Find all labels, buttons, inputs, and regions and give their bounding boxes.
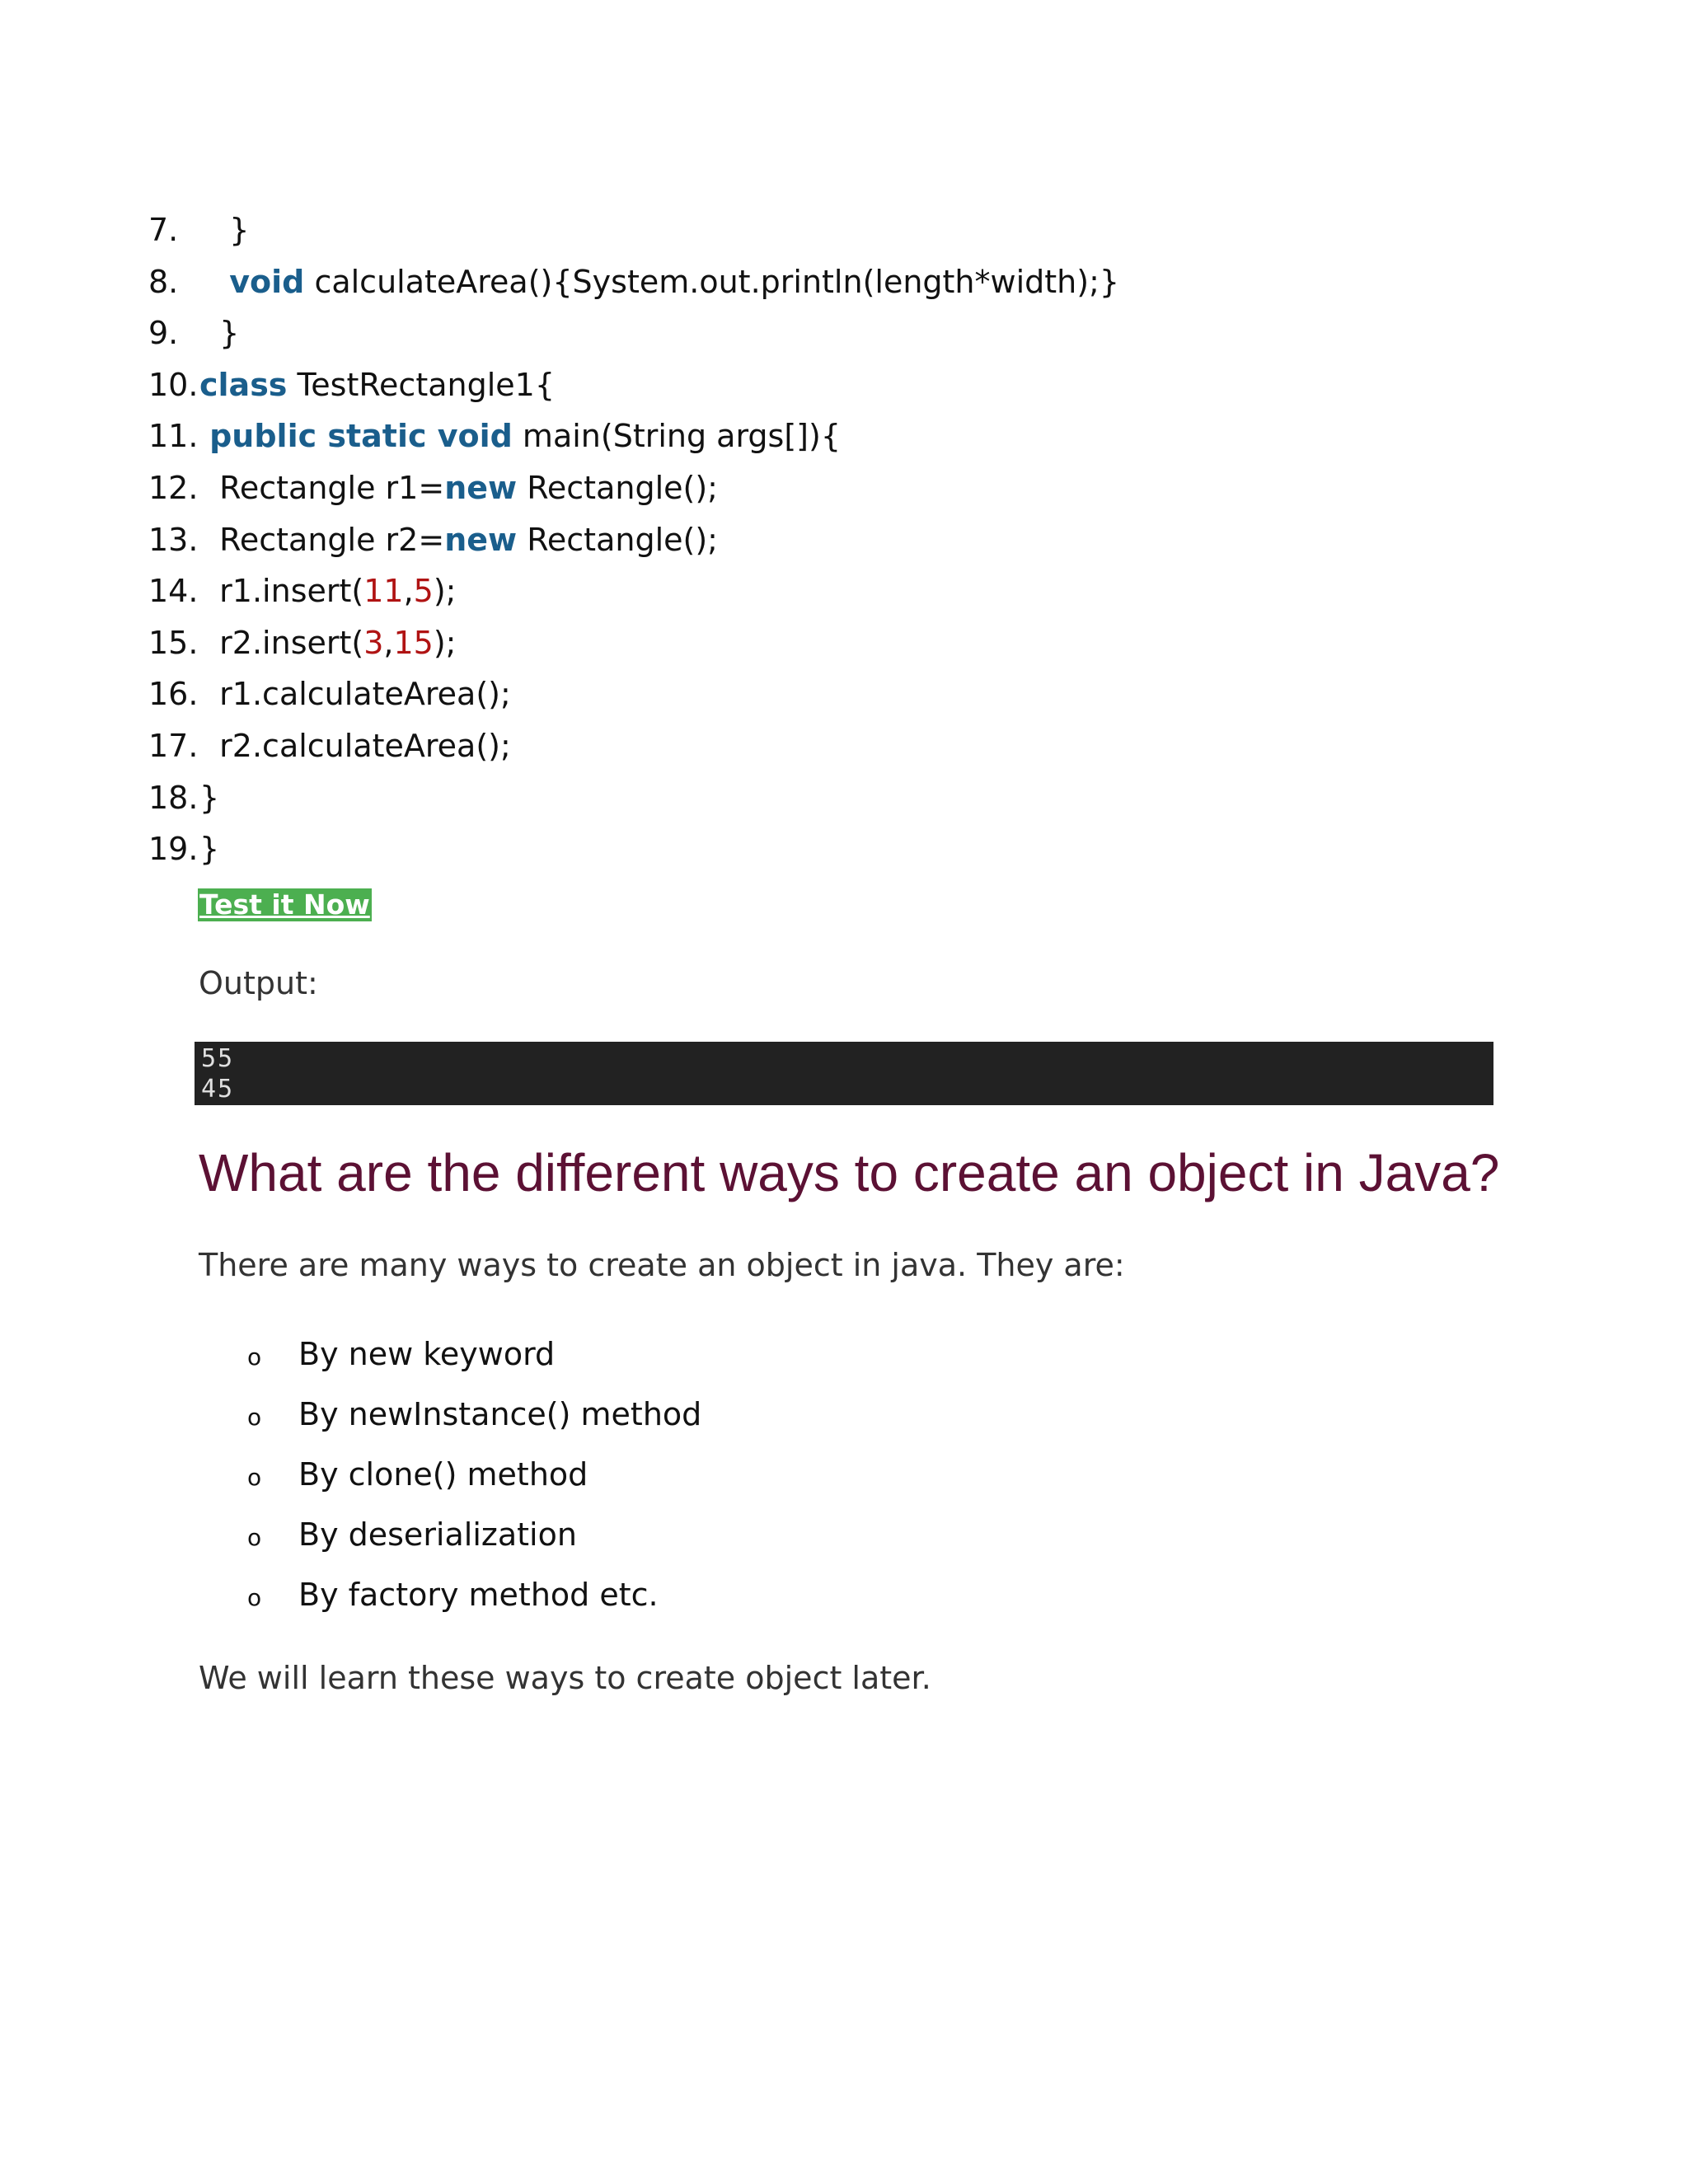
code-indent [199,522,219,558]
output-line: 55 [201,1044,235,1073]
code-line [148,617,457,668]
line-number: 17. [148,728,199,764]
code-keyword: new [444,522,518,558]
bullet-icon: o [247,1524,262,1551]
line-number: 7. [148,212,179,248]
line-number: 16. [148,676,199,712]
code-text: r1.calculateArea(); [219,676,511,712]
bullet-icon: o [247,1343,262,1371]
code-indent [199,470,219,506]
code-text: } [229,212,250,248]
code-line [148,256,1119,307]
test-it-now-button[interactable]: Test it Now [199,888,370,921]
line-number: 14. [148,573,199,609]
list-item-text: By deserialization [298,1516,577,1553]
list-item-text: By new keyword [298,1336,556,1372]
code-keyword: class [199,367,288,403]
code-text: Rectangle(); [517,470,718,506]
code-line [148,204,249,255]
code-literal: 11 [363,573,404,609]
code-line [148,565,457,616]
code-text: Rectangle r1= [219,470,445,506]
line-number: 18. [148,780,199,816]
code-literal: 3 [363,625,384,661]
bullet-icon: o [247,1464,262,1491]
code-line [148,410,841,462]
list-item [247,1331,701,1391]
code-text: r2.insert( [219,625,364,661]
ways-list [247,1331,701,1632]
code-line [148,359,555,410]
line-number: 19. [148,831,199,867]
code-line [148,462,718,513]
code-text: calculateArea(){System.out.println(length*width);} [304,264,1120,300]
code-indent [199,728,219,764]
list-item-text: By clone() method [298,1456,588,1493]
code-keyword: void [229,264,305,300]
code-line [148,307,239,359]
intro-paragraph: There are many ways to create an object in java. They are: [199,1247,1125,1283]
line-number: 11. [148,418,199,454]
code-literal: 15 [393,625,434,661]
line-number: 12. [148,470,199,506]
line-number: 9. [148,315,179,351]
outro-paragraph: We will learn these ways to create object later. [199,1660,931,1696]
list-item [247,1391,701,1451]
code-indent [199,573,219,609]
output-line: 45 [201,1075,235,1104]
code-text: Rectangle r2= [219,522,445,558]
code-text: ); [433,573,457,609]
code-text: Rectangle(); [517,522,718,558]
code-text: main(String args[]){ [512,418,841,454]
code-indent [199,625,219,661]
list-item-text: By newInstance() method [298,1396,702,1432]
code-text: } [199,780,220,816]
code-line [148,514,718,565]
code-text: TestRectangle1{ [287,367,555,403]
code-literal: 5 [413,573,434,609]
bullet-icon: o [247,1404,262,1431]
code-text: , [383,625,394,661]
code-text: ); [433,625,457,661]
code-indent [199,418,209,454]
code-indent [199,212,229,248]
list-item [247,1572,701,1632]
code-text: } [199,831,220,867]
code-line [148,772,219,823]
line-number: 8. [148,264,179,300]
code-text: r2.calculateArea(); [219,728,511,764]
line-number: 13. [148,522,199,558]
code-text: r1.insert( [219,573,364,609]
code-keyword: new [444,470,518,506]
output-console [195,1042,1493,1105]
code-text: } [219,315,240,351]
code-line [148,823,219,874]
code-line [148,668,511,719]
code-indent [199,315,219,351]
line-number: 15. [148,625,199,661]
code-indent [199,264,229,300]
code-text: , [403,573,414,609]
list-item [247,1451,701,1511]
bullet-icon: o [247,1584,262,1611]
code-keyword: public static void [209,418,513,454]
line-number: 10. [148,367,199,403]
section-heading: What are the different ways to create an object in Java? [199,1143,1500,1202]
code-line [148,720,511,771]
list-item-text: By factory method etc. [298,1577,659,1613]
list-item [247,1511,701,1572]
output-label: Output: [199,965,318,1001]
code-indent [199,676,219,712]
